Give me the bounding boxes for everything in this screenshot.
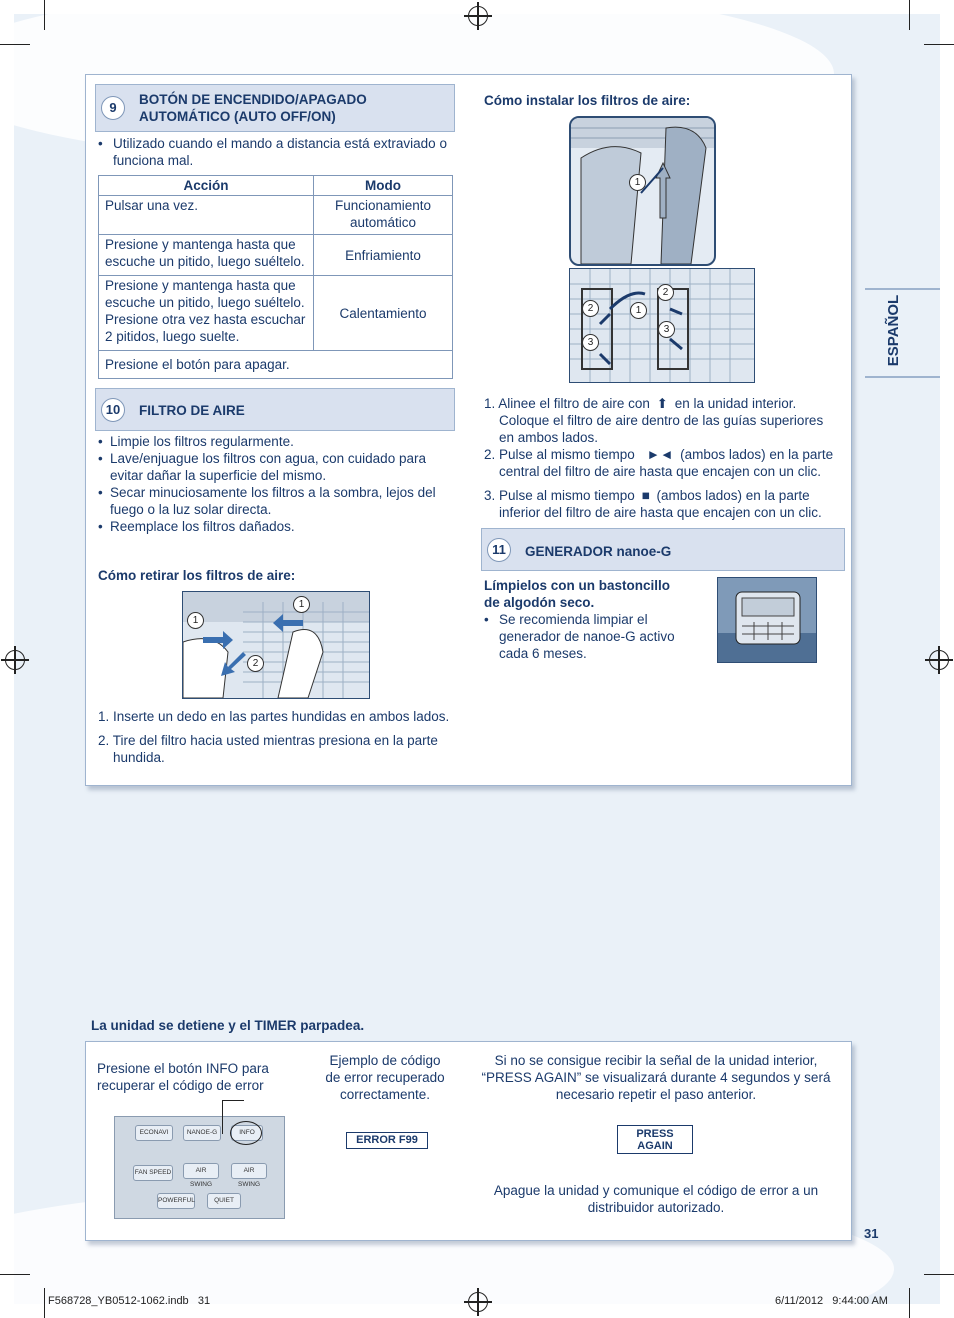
section-11-text: Límpielos con un bastoncillo de algodón seco. • Se recomienda limpiar el generador de nanoe-G activo cada 6 meses. bbox=[484, 578, 675, 661]
press-bottom-icon: ■ bbox=[641, 488, 650, 503]
step-marker: 3 bbox=[582, 334, 599, 351]
install-filter-illustration-top bbox=[569, 116, 716, 266]
install-filters-heading: Cómo instalar los filtros de aire: bbox=[484, 93, 691, 108]
remove-filters-heading: Cómo retirar los filtros de aire: bbox=[98, 568, 296, 583]
error-section-title: La unidad se detiene y el TIMER parpadea. bbox=[91, 1018, 365, 1033]
remote-control-image bbox=[114, 1116, 285, 1219]
crop-mark bbox=[924, 1274, 954, 1275]
crop-mark bbox=[909, 1288, 910, 1318]
step-marker: 1 bbox=[629, 174, 646, 191]
table-header-mode: Modo bbox=[314, 176, 453, 196]
section-9-number: 9 bbox=[101, 96, 125, 120]
nanoe-generator-image bbox=[717, 577, 817, 663]
section-9-title: BOTÓN DE ENCENDIDO/APAGADO AUTOMÁTICO (AUTO OFF/ON) bbox=[139, 92, 367, 124]
step-marker: 3 bbox=[658, 321, 675, 338]
registration-mark-icon bbox=[468, 6, 488, 26]
auto-off-on-table bbox=[98, 175, 453, 379]
air-swing-button: AIR SWING bbox=[231, 1163, 267, 1179]
install-filter-illustration-bottom bbox=[569, 268, 755, 383]
crop-mark bbox=[0, 44, 30, 45]
install-steps: 1. Alinee el filtro de aire con ⬆ en la unidad interior. Coloque el filtro de aire dentro de las guías superiores en ambos lados. 2. Pulse al mismo tiempo ►◄ (ambos lados) en la parte central del filtro de aire hasta que encajen con un clic. 3. Pulse al mismo tiempo ■ (ambos lados) en la parte inferior del filtro de aire hasta que encajen con un clic. bbox=[484, 396, 834, 520]
section-11-title: GENERADOR nanoe-G bbox=[525, 544, 672, 559]
econavi-button: ECONAVI bbox=[135, 1125, 173, 1141]
section-9-header bbox=[95, 84, 455, 132]
registration-mark-icon bbox=[5, 650, 25, 670]
powerful-button: POWERFUL bbox=[157, 1193, 195, 1209]
air-swing-button: AIR SWING bbox=[183, 1163, 219, 1179]
table-header-row bbox=[99, 176, 453, 196]
step-marker: 2 bbox=[657, 284, 674, 301]
section-11-number: 11 bbox=[487, 538, 511, 562]
footer-timestamp: 6/11/2012 9:44:00 AM bbox=[775, 1295, 888, 1307]
press-again-display: PRESS AGAIN bbox=[617, 1125, 693, 1154]
info-highlight-circle bbox=[230, 1121, 262, 1145]
error-col2-text: Ejemplo de código de error recuperado correctamente. bbox=[325, 1053, 445, 1102]
nanoe-g-button: NANOE-G bbox=[183, 1125, 221, 1141]
step-marker: 1 bbox=[630, 302, 647, 319]
table-row: Presione el botón para apagar. bbox=[99, 351, 453, 379]
table-row: Pulsar una vez. Funcionamiento automático bbox=[99, 196, 453, 235]
section-10-title: FILTRO DE AIRE bbox=[139, 403, 245, 418]
section-11-header bbox=[481, 528, 845, 571]
step-marker: 1 bbox=[293, 596, 310, 613]
info-callout-line bbox=[222, 1100, 244, 1101]
language-tab-label: ESPAÑOL bbox=[885, 294, 903, 367]
step-marker: 2 bbox=[582, 300, 599, 317]
crop-mark bbox=[0, 1274, 30, 1275]
error-col3-bottom-text: Apague la unidad y comunique el código de error a un distribuidor autorizado. bbox=[493, 1183, 819, 1215]
error-code-display: ERROR F99 bbox=[346, 1132, 428, 1149]
error-col1-text: Presione el botón INFO para recuperar el código de error bbox=[97, 1061, 269, 1093]
press-center-icon: ►◄ bbox=[646, 447, 674, 462]
step-marker: 2 bbox=[247, 655, 264, 672]
step-marker: 1 bbox=[187, 612, 204, 629]
info-button: INFO bbox=[231, 1125, 263, 1141]
footer-file-info: F568728_YB0512-1062.indb 31 bbox=[48, 1295, 211, 1307]
table-header-action: Acción bbox=[99, 176, 314, 196]
section-9-bullet: • Utilizado cuando el mando a distancia está extraviado o funciona mal. bbox=[98, 136, 447, 168]
crop-mark bbox=[44, 0, 45, 30]
page-number: 31 bbox=[864, 1226, 879, 1241]
info-callout-line bbox=[222, 1100, 223, 1134]
remove-steps: 1. Inserte un dedo en las partes hundidas en ambos lados. 2. Tire del filtro hacia usted mientras presiona en la parte hundida. bbox=[98, 709, 450, 765]
fan-speed-button: FAN SPEED bbox=[133, 1165, 173, 1181]
language-tab bbox=[865, 288, 940, 378]
registration-mark-icon bbox=[468, 1292, 488, 1312]
crop-mark bbox=[924, 44, 954, 45]
table-row: Presione y mantenga hasta que escuche un pitido, luego suéltelo. Enfriamiento bbox=[99, 235, 453, 276]
registration-mark-icon bbox=[929, 650, 949, 670]
crop-mark bbox=[44, 1288, 45, 1318]
section-10-bullets: • Limpie los filtros regularmente. • Lave/enjuague los filtros con agua, con cuidado para evitar dañar la superficie del mismo. • Secar minuciosamente los filtros a la sombra, lejos del fuego o la luz solar directa. • Reemplace los filtros dañados. bbox=[98, 434, 436, 534]
error-col3-text: Si no se consigue recibir la señal de la unidad interior, “PRESS AGAIN” se visualizará durante 4 segundos y será necesario repetir el paso anterior. bbox=[481, 1053, 831, 1102]
table-row: Presione y mantenga hasta que escuche un pitido, luego suéltelo. Presione otra vez hasta escuchar 2 pitidos, luego suelte. Calentamiento bbox=[99, 276, 453, 351]
section-10-number: 10 bbox=[101, 398, 125, 422]
arrow-up-icon: ⬆ bbox=[656, 396, 668, 411]
remove-filter-illustration bbox=[182, 591, 370, 699]
crop-mark bbox=[909, 0, 910, 30]
quiet-button: QUIET bbox=[207, 1193, 241, 1209]
section-10-header bbox=[95, 388, 455, 431]
